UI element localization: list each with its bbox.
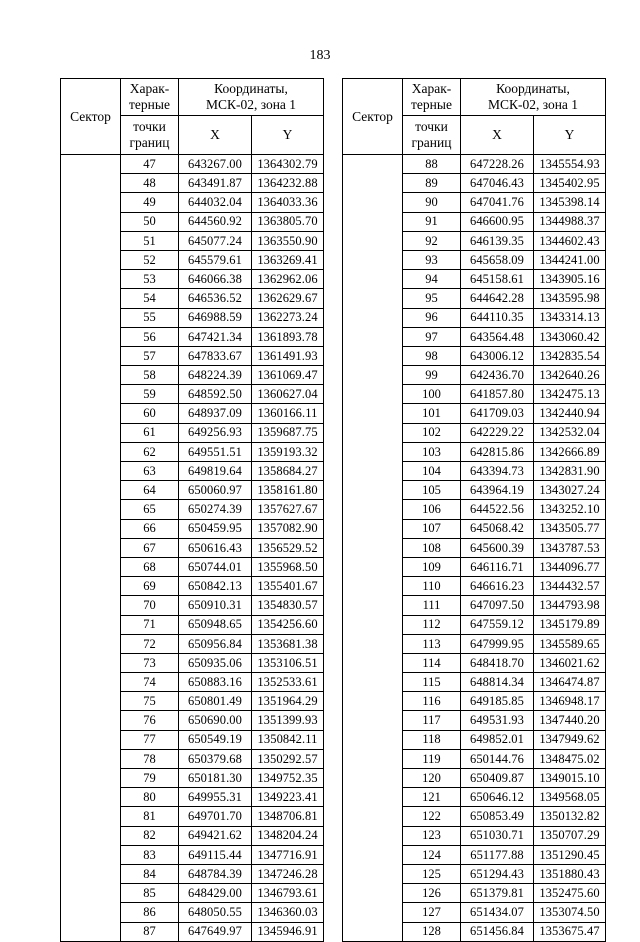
x-coordinate-cell: 650379.68 [179,749,252,768]
point-cell: 47 [121,155,179,174]
point-cell: 49 [121,193,179,212]
y-coordinate-cell: 1355401.67 [252,577,324,596]
x-coordinate-cell: 650842.13 [179,577,252,596]
x-coordinate-cell: 646066.38 [179,270,252,289]
y-coordinate-cell: 1353681.38 [252,634,324,653]
header-x: X [179,116,252,155]
x-coordinate-cell: 647097.50 [461,596,534,615]
point-cell: 56 [121,327,179,346]
point-cell: 79 [121,769,179,788]
point-cell: 67 [121,538,179,557]
x-coordinate-cell: 649852.01 [461,730,534,749]
x-coordinate-cell: 646139.35 [461,231,534,250]
x-coordinate-cell: 651379.81 [461,884,534,903]
x-coordinate-cell: 650910.31 [179,596,252,615]
point-cell: 75 [121,692,179,711]
point-cell: 58 [121,366,179,385]
x-coordinate-cell: 643564.48 [461,327,534,346]
y-coordinate-cell: 1343595.98 [534,289,606,308]
point-cell: 99 [403,366,461,385]
x-coordinate-cell: 642815.86 [461,442,534,461]
x-coordinate-cell: 644560.92 [179,212,252,231]
x-coordinate-cell: 647228.26 [461,155,534,174]
y-coordinate-cell: 1364302.79 [252,155,324,174]
coordinates-table-right [342,78,606,942]
y-coordinate-cell: 1353106.51 [252,653,324,672]
y-coordinate-cell: 1357082.90 [252,519,324,538]
point-cell: 122 [403,807,461,826]
y-coordinate-cell: 1347440.20 [534,711,606,730]
x-coordinate-cell: 647999.95 [461,634,534,653]
y-coordinate-cell: 1359193.32 [252,442,324,461]
y-coordinate-cell: 1357627.67 [252,500,324,519]
point-cell: 100 [403,385,461,404]
y-coordinate-cell: 1343787.53 [534,538,606,557]
point-cell: 103 [403,442,461,461]
x-coordinate-cell: 644110.35 [461,308,534,327]
x-coordinate-cell: 643267.00 [179,155,252,174]
y-coordinate-cell: 1363805.70 [252,212,324,231]
x-coordinate-cell: 644642.28 [461,289,534,308]
x-coordinate-cell: 641709.03 [461,404,534,423]
y-coordinate-cell: 1346793.61 [252,884,324,903]
x-coordinate-cell: 650409.87 [461,769,534,788]
y-coordinate-cell: 1360166.11 [252,404,324,423]
sector-cell [61,155,121,942]
x-coordinate-cell: 649421.62 [179,826,252,845]
x-coordinate-cell: 651434.07 [461,903,534,922]
point-cell: 114 [403,653,461,672]
header-coords-line1: Координаты, [214,81,288,96]
header-point-line3: точки [133,119,166,134]
y-coordinate-cell: 1349568.05 [534,788,606,807]
y-coordinate-cell: 1344241.00 [534,250,606,269]
header-point-line4: границ [129,135,170,150]
x-coordinate-cell: 650744.01 [179,557,252,576]
y-coordinate-cell: 1345398.14 [534,193,606,212]
x-coordinate-cell: 650948.65 [179,615,252,634]
y-coordinate-cell: 1350707.29 [534,826,606,845]
point-cell: 90 [403,193,461,212]
y-coordinate-cell: 1348204.24 [252,826,324,845]
x-coordinate-cell: 647041.76 [461,193,534,212]
point-cell: 84 [121,864,179,883]
point-cell: 71 [121,615,179,634]
y-coordinate-cell: 1364232.88 [252,174,324,193]
x-coordinate-cell: 648814.34 [461,673,534,692]
y-coordinate-cell: 1351964.29 [252,692,324,711]
point-cell: 125 [403,864,461,883]
point-cell: 76 [121,711,179,730]
point-cell: 63 [121,462,179,481]
point-cell: 57 [121,346,179,365]
point-cell: 68 [121,557,179,576]
coordinates-table-left [60,78,324,942]
x-coordinate-cell: 650616.43 [179,538,252,557]
header-coords [179,79,324,116]
y-coordinate-cell: 1351399.93 [252,711,324,730]
x-coordinate-cell: 650459.95 [179,519,252,538]
point-cell: 80 [121,788,179,807]
header-point-bottom [403,116,461,155]
y-coordinate-cell: 1344096.77 [534,557,606,576]
point-cell: 48 [121,174,179,193]
y-coordinate-cell: 1345946.91 [252,922,324,941]
y-coordinate-cell: 1347716.91 [252,845,324,864]
point-cell: 91 [403,212,461,231]
x-coordinate-cell: 647559.12 [461,615,534,634]
y-coordinate-cell: 1345402.95 [534,174,606,193]
y-coordinate-cell: 1343027.24 [534,481,606,500]
x-coordinate-cell: 646536.52 [179,289,252,308]
table-body-left [61,155,324,942]
point-cell: 92 [403,231,461,250]
y-coordinate-cell: 1346360.03 [252,903,324,922]
x-coordinate-cell: 647833.67 [179,346,252,365]
point-cell: 50 [121,212,179,231]
y-coordinate-cell: 1346474.87 [534,673,606,692]
point-cell: 110 [403,577,461,596]
point-cell: 62 [121,442,179,461]
point-cell: 107 [403,519,461,538]
x-coordinate-cell: 650956.84 [179,634,252,653]
header-coords-line2: МСК-02, зона 1 [205,97,297,112]
header-point-line3: точки [415,119,448,134]
header-sector: Сектор [343,79,403,155]
x-coordinate-cell: 649531.93 [461,711,534,730]
y-coordinate-cell: 1362962.06 [252,270,324,289]
y-coordinate-cell: 1348706.81 [252,807,324,826]
table-row [61,155,324,174]
x-coordinate-cell: 650060.97 [179,481,252,500]
point-cell: 126 [403,884,461,903]
x-coordinate-cell: 648937.09 [179,404,252,423]
x-coordinate-cell: 643394.73 [461,462,534,481]
x-coordinate-cell: 645579.61 [179,250,252,269]
point-cell: 65 [121,500,179,519]
x-coordinate-cell: 650690.00 [179,711,252,730]
point-cell: 108 [403,538,461,557]
header-y: Y [252,116,324,155]
y-coordinate-cell: 1347949.62 [534,730,606,749]
x-coordinate-cell: 648592.50 [179,385,252,404]
y-coordinate-cell: 1342475.13 [534,385,606,404]
point-cell: 112 [403,615,461,634]
point-cell: 89 [403,174,461,193]
y-coordinate-cell: 1361069.47 [252,366,324,385]
y-coordinate-cell: 1361893.78 [252,327,324,346]
point-cell: 128 [403,922,461,941]
y-coordinate-cell: 1343505.77 [534,519,606,538]
x-coordinate-cell: 646616.23 [461,577,534,596]
y-coordinate-cell: 1349223.41 [252,788,324,807]
x-coordinate-cell: 651456.84 [461,922,534,941]
y-coordinate-cell: 1344432.57 [534,577,606,596]
x-coordinate-cell: 648784.39 [179,864,252,883]
x-coordinate-cell: 646600.95 [461,212,534,231]
x-coordinate-cell: 648418.70 [461,653,534,672]
y-coordinate-cell: 1360627.04 [252,385,324,404]
header-coords-line2: МСК-02, зона 1 [487,97,579,112]
point-cell: 82 [121,826,179,845]
x-coordinate-cell: 651294.43 [461,864,534,883]
y-coordinate-cell: 1363269.41 [252,250,324,269]
point-cell: 123 [403,826,461,845]
x-coordinate-cell: 643491.87 [179,174,252,193]
y-coordinate-cell: 1345554.93 [534,155,606,174]
y-coordinate-cell: 1343905.16 [534,270,606,289]
y-coordinate-cell: 1346948.17 [534,692,606,711]
y-coordinate-cell: 1358161.80 [252,481,324,500]
y-coordinate-cell: 1342835.54 [534,346,606,365]
y-coordinate-cell: 1364033.36 [252,193,324,212]
header-point-line2: терные [411,97,452,112]
point-cell: 72 [121,634,179,653]
x-coordinate-cell: 650144.76 [461,749,534,768]
point-cell: 106 [403,500,461,519]
point-cell: 51 [121,231,179,250]
x-coordinate-cell: 649819.64 [179,462,252,481]
point-cell: 69 [121,577,179,596]
point-cell: 98 [403,346,461,365]
point-cell: 66 [121,519,179,538]
y-coordinate-cell: 1349752.35 [252,769,324,788]
x-coordinate-cell: 651030.71 [461,826,534,845]
sector-cell [343,155,403,942]
x-coordinate-cell: 646988.59 [179,308,252,327]
y-coordinate-cell: 1356529.52 [252,538,324,557]
point-cell: 73 [121,653,179,672]
x-coordinate-cell: 649185.85 [461,692,534,711]
point-cell: 94 [403,270,461,289]
point-cell: 70 [121,596,179,615]
point-cell: 115 [403,673,461,692]
x-coordinate-cell: 648050.55 [179,903,252,922]
point-cell: 86 [121,903,179,922]
point-cell: 127 [403,903,461,922]
y-coordinate-cell: 1359687.75 [252,423,324,442]
y-coordinate-cell: 1355968.50 [252,557,324,576]
x-coordinate-cell: 650181.30 [179,769,252,788]
x-coordinate-cell: 645600.39 [461,538,534,557]
y-coordinate-cell: 1354256.60 [252,615,324,634]
header-y: Y [534,116,606,155]
point-cell: 113 [403,634,461,653]
point-cell: 53 [121,270,179,289]
header-coords-line1: Координаты, [496,81,570,96]
header-point-line1: Харак- [129,81,170,96]
y-coordinate-cell: 1342532.04 [534,423,606,442]
header-point-line1: Харак- [411,81,452,96]
y-coordinate-cell: 1344793.98 [534,596,606,615]
point-cell: 101 [403,404,461,423]
point-cell: 60 [121,404,179,423]
x-coordinate-cell: 650549.19 [179,730,252,749]
y-coordinate-cell: 1358684.27 [252,462,324,481]
header-point-top [121,79,179,116]
x-coordinate-cell: 650274.39 [179,500,252,519]
y-coordinate-cell: 1343252.10 [534,500,606,519]
point-cell: 120 [403,769,461,788]
point-cell: 78 [121,749,179,768]
y-coordinate-cell: 1344602.43 [534,231,606,250]
point-cell: 85 [121,884,179,903]
point-cell: 121 [403,788,461,807]
x-coordinate-cell: 643964.19 [461,481,534,500]
y-coordinate-cell: 1345179.89 [534,615,606,634]
y-coordinate-cell: 1342666.89 [534,442,606,461]
x-coordinate-cell: 648429.00 [179,884,252,903]
table-body-right [343,155,606,942]
point-cell: 74 [121,673,179,692]
page-number: 183 [309,48,331,63]
point-cell: 93 [403,250,461,269]
y-coordinate-cell: 1350842.11 [252,730,324,749]
y-coordinate-cell: 1350292.57 [252,749,324,768]
x-coordinate-cell: 641857.80 [461,385,534,404]
point-cell: 109 [403,557,461,576]
x-coordinate-cell: 649256.93 [179,423,252,442]
point-cell: 83 [121,845,179,864]
point-cell: 88 [403,155,461,174]
x-coordinate-cell: 645158.61 [461,270,534,289]
point-cell: 96 [403,308,461,327]
point-cell: 104 [403,462,461,481]
point-cell: 77 [121,730,179,749]
y-coordinate-cell: 1342640.26 [534,366,606,385]
y-coordinate-cell: 1342831.90 [534,462,606,481]
header-point-bottom [121,116,179,155]
point-cell: 52 [121,250,179,269]
point-cell: 54 [121,289,179,308]
point-cell: 87 [121,922,179,941]
x-coordinate-cell: 642436.70 [461,366,534,385]
point-cell: 124 [403,845,461,864]
point-cell: 117 [403,711,461,730]
y-coordinate-cell: 1342440.94 [534,404,606,423]
y-coordinate-cell: 1362629.67 [252,289,324,308]
x-coordinate-cell: 647421.34 [179,327,252,346]
y-coordinate-cell: 1353074.50 [534,903,606,922]
y-coordinate-cell: 1345589.65 [534,634,606,653]
x-coordinate-cell: 650646.12 [461,788,534,807]
x-coordinate-cell: 645077.24 [179,231,252,250]
y-coordinate-cell: 1347246.28 [252,864,324,883]
x-coordinate-cell: 649551.51 [179,442,252,461]
y-coordinate-cell: 1362273.24 [252,308,324,327]
x-coordinate-cell: 645658.09 [461,250,534,269]
x-coordinate-cell: 647649.97 [179,922,252,941]
x-coordinate-cell: 646116.71 [461,557,534,576]
point-cell: 61 [121,423,179,442]
x-coordinate-cell: 642229.22 [461,423,534,442]
header-coords [461,79,606,116]
y-coordinate-cell: 1354830.57 [252,596,324,615]
y-coordinate-cell: 1361491.93 [252,346,324,365]
point-cell: 59 [121,385,179,404]
x-coordinate-cell: 643006.12 [461,346,534,365]
x-coordinate-cell: 645068.42 [461,519,534,538]
y-coordinate-cell: 1352533.61 [252,673,324,692]
y-coordinate-cell: 1363550.90 [252,231,324,250]
y-coordinate-cell: 1352475.60 [534,884,606,903]
header-x: X [461,116,534,155]
y-coordinate-cell: 1343314.13 [534,308,606,327]
y-coordinate-cell: 1353675.47 [534,922,606,941]
header-point-line2: терные [129,97,170,112]
x-coordinate-cell: 650883.16 [179,673,252,692]
x-coordinate-cell: 649701.70 [179,807,252,826]
point-cell: 95 [403,289,461,308]
x-coordinate-cell: 644032.04 [179,193,252,212]
x-coordinate-cell: 650801.49 [179,692,252,711]
point-cell: 64 [121,481,179,500]
point-cell: 116 [403,692,461,711]
y-coordinate-cell: 1351880.43 [534,864,606,883]
point-cell: 97 [403,327,461,346]
x-coordinate-cell: 649955.31 [179,788,252,807]
y-coordinate-cell: 1349015.10 [534,769,606,788]
x-coordinate-cell: 644522.56 [461,500,534,519]
point-cell: 102 [403,423,461,442]
point-cell: 55 [121,308,179,327]
header-point-line4: границ [411,135,452,150]
x-coordinate-cell: 648224.39 [179,366,252,385]
x-coordinate-cell: 649115.44 [179,845,252,864]
table-row [343,155,606,174]
y-coordinate-cell: 1346021.62 [534,653,606,672]
x-coordinate-cell: 650853.49 [461,807,534,826]
header-point-top [403,79,461,116]
point-cell: 111 [403,596,461,615]
y-coordinate-cell: 1351290.45 [534,845,606,864]
point-cell: 118 [403,730,461,749]
x-coordinate-cell: 650935.06 [179,653,252,672]
y-coordinate-cell: 1348475.02 [534,749,606,768]
x-coordinate-cell: 651177.88 [461,845,534,864]
y-coordinate-cell: 1343060.42 [534,327,606,346]
y-coordinate-cell: 1344988.37 [534,212,606,231]
point-cell: 105 [403,481,461,500]
header-sector: Сектор [61,79,121,155]
y-coordinate-cell: 1350132.82 [534,807,606,826]
point-cell: 119 [403,749,461,768]
x-coordinate-cell: 647046.43 [461,174,534,193]
point-cell: 81 [121,807,179,826]
